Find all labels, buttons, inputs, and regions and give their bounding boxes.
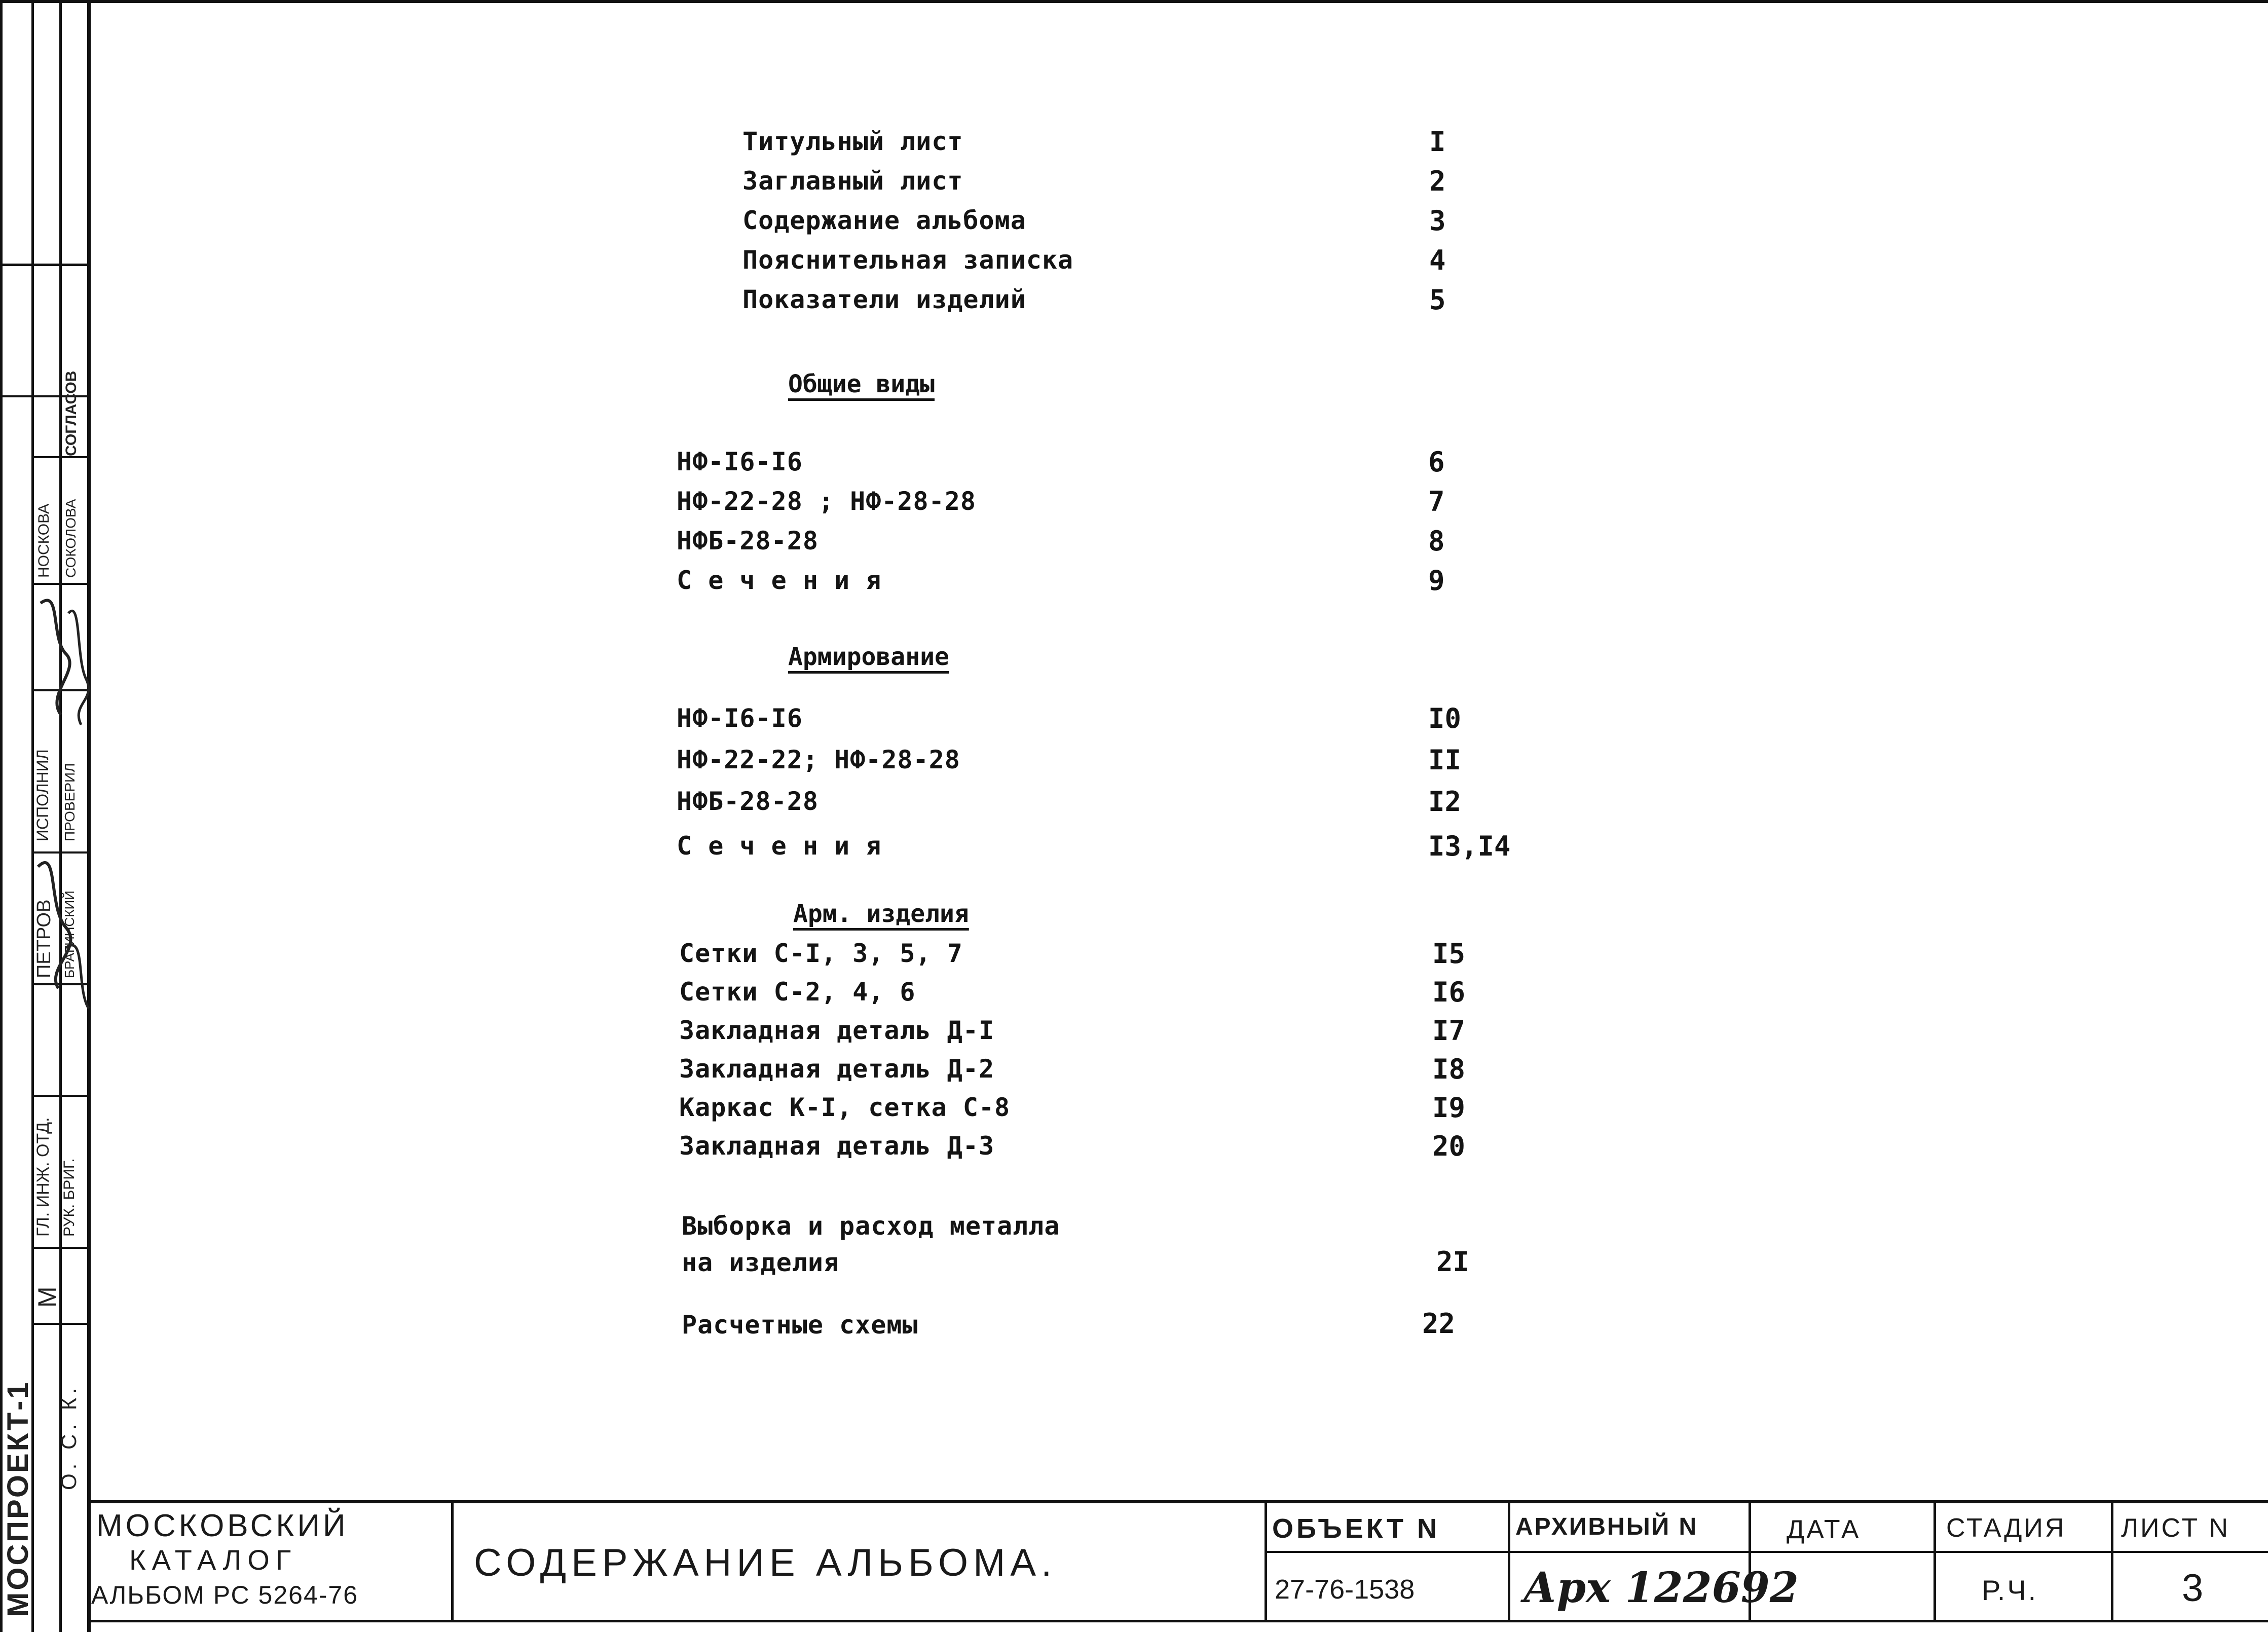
toc-item-page: 8 <box>1428 525 1445 557</box>
toc-item-label: НФ-I6-I6 <box>677 703 803 733</box>
toc-item-label: НФ-22-28 ; НФ-28-28 <box>677 487 976 516</box>
toc-item-label: Показатели изделий <box>742 285 1026 314</box>
side-org-name: МОСПРОЕКТ-1 <box>2 1380 34 1617</box>
toc-item-page: 7 <box>1428 486 1445 517</box>
section-heading: Общие виды <box>788 370 935 398</box>
title-block-top-line <box>87 1500 2268 1503</box>
title-block-divider <box>1265 1500 1267 1622</box>
toc-item-label: Закладная деталь Д-I <box>679 1016 995 1045</box>
title-block-bottom-line <box>87 1620 2268 1622</box>
toc-item-page: 4 <box>1429 244 1446 276</box>
toc-item-page: I0 <box>1428 702 1462 734</box>
toc-item-label: Заглавный лист <box>742 166 963 196</box>
side-staff-name: НОСКОВА <box>35 503 52 578</box>
sheet-number: 3 <box>2182 1567 2204 1610</box>
toc-item-label: С е ч е н и я <box>677 566 882 595</box>
toc-item-label: Каркас К-I, сетка С-8 <box>679 1093 1011 1122</box>
side-staff-role: ИСПОЛНИЛ <box>33 749 52 841</box>
toc-item-page: 20 <box>1432 1130 1466 1162</box>
side-approval-label: СОГЛАСОВ <box>63 370 80 456</box>
toc-item-label: на изделия <box>682 1248 840 1277</box>
toc-item-page: 22 <box>1422 1308 1456 1340</box>
toc-item-label: Расчетные схемы <box>682 1310 918 1340</box>
toc-item-page: 5 <box>1429 284 1446 316</box>
toc-item-page: 2I <box>1436 1246 1470 1278</box>
toc-item-label: Закладная деталь Д-3 <box>679 1131 995 1161</box>
toc-item-page: I <box>1429 126 1446 158</box>
side-staff-role: ПРОВЕРИЛ <box>62 763 78 841</box>
side-staff-name: СОКОЛОВА <box>63 499 79 578</box>
toc-item-page: I9 <box>1432 1092 1466 1124</box>
catalog-line-2: КАТАЛОГ <box>129 1544 298 1576</box>
stage-value: Р.Ч. <box>1982 1574 2038 1606</box>
toc-item-page: I8 <box>1432 1053 1466 1085</box>
side-staff-role: ГЛ. ИНЖ. ОТД. <box>33 1117 53 1237</box>
stage-label: СТАДИЯ <box>1946 1513 2066 1543</box>
toc-item-label: Сетки С-I, 3, 5, 7 <box>679 939 963 968</box>
toc-item-page: I3,I4 <box>1428 830 1511 862</box>
toc-item-page: I7 <box>1432 1015 1466 1047</box>
drawing-title: СОДЕРЖАНИЕ АЛЬБОМА. <box>474 1541 1057 1584</box>
sheet-label: ЛИСТ N <box>2121 1513 2230 1543</box>
toc-item-page: II <box>1428 744 1462 776</box>
toc-item-page: I5 <box>1432 938 1466 970</box>
toc-item-label: Выборка и расход металла <box>682 1211 1060 1241</box>
object-value: 27-76-1538 <box>1275 1574 1415 1605</box>
side-letter: М <box>33 1286 61 1308</box>
toc-item-label: НФБ-28-28 <box>677 526 819 555</box>
toc-item-label: НФ-22-22; НФ-28-28 <box>677 745 960 774</box>
archive-value: Арх 122692 <box>1523 1564 1799 1612</box>
toc-item-label: Закладная деталь Д-2 <box>679 1054 995 1084</box>
side-staff-name: БРАГИНСКИЙ <box>62 891 77 978</box>
object-label: ОБЪЕКТ N <box>1272 1513 1440 1544</box>
side-staff-name: ПЕТРОВ <box>33 899 55 978</box>
toc-item-label: Содержание альбома <box>742 206 1026 235</box>
toc-item-label: С е ч е н и я <box>677 831 882 861</box>
archive-label: АРХИВНЫЙ N <box>1515 1513 1698 1540</box>
toc-item-label: Сетки С-2, 4, 6 <box>679 977 916 1007</box>
toc-item-page: 3 <box>1429 205 1446 237</box>
toc-item-label: Пояснительная записка <box>742 245 1074 275</box>
date-label: ДАТА <box>1787 1515 1861 1544</box>
side-staff-role: РУК. БРИГ. <box>61 1158 78 1237</box>
toc-item-page: 6 <box>1428 446 1445 478</box>
toc-item-page: 9 <box>1428 565 1445 597</box>
title-block-divider <box>2111 1500 2113 1622</box>
title-block-divider <box>451 1500 454 1622</box>
section-heading: Армирование <box>788 643 949 671</box>
title-block-mid-line <box>1265 1551 2268 1553</box>
toc-item-page: I6 <box>1432 976 1466 1008</box>
catalog-line-1: МОСКОВСКИЙ <box>96 1508 349 1543</box>
toc-item-label: НФБ-28-28 <box>677 787 819 816</box>
side-code: О. С. К. <box>57 1384 81 1490</box>
toc-item-page: 2 <box>1429 165 1446 197</box>
toc-item-label: НФ-I6-I6 <box>677 447 803 476</box>
catalog-line-3: АЛЬБОМ РС 5264-76 <box>91 1581 359 1609</box>
title-block-divider <box>1508 1500 1510 1622</box>
section-heading: Арм. изделия <box>793 900 969 928</box>
toc-item-page: I2 <box>1428 786 1462 818</box>
title-block-divider <box>1934 1500 1936 1622</box>
toc-item-label: Титульный лист <box>742 127 963 156</box>
